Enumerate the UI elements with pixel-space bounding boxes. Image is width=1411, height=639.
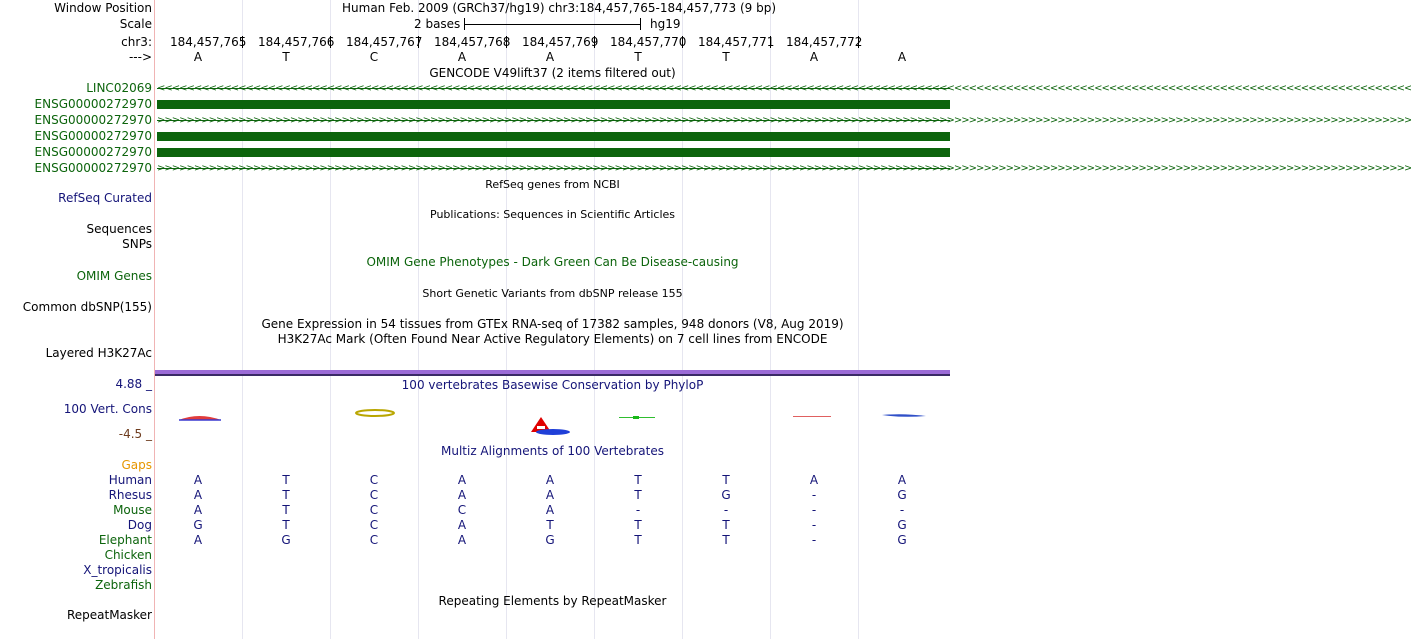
alignment-base: A bbox=[545, 503, 555, 517]
species-label[interactable]: Rhesus bbox=[108, 488, 152, 502]
alignment-base: T bbox=[282, 503, 290, 517]
alignment-base: A bbox=[897, 473, 907, 487]
reference-base: A bbox=[897, 50, 907, 64]
assembly-position[interactable]: Human Feb. 2009 (GRCh37/hg19) chr3:184,457,765-184,457,773 (9 bp) bbox=[342, 1, 777, 15]
alignment-base: G bbox=[897, 488, 907, 502]
species-label[interactable]: Human bbox=[108, 473, 152, 487]
alignment-base: C bbox=[369, 503, 379, 517]
refseq-label[interactable]: RefSeq Curated bbox=[58, 191, 152, 205]
cons-glyph-a-large bbox=[531, 417, 570, 435]
alignment-base: C bbox=[369, 518, 379, 532]
alignment-base: T bbox=[634, 518, 642, 532]
alignment-base: T bbox=[282, 518, 290, 532]
gene-strand-right[interactable]: >>>>>>>>>>>>>>>>>>>>>>>>>>>>>>>>>>>>>>>>>>>>>>>>>>>>>>>>>>>>>>>>>>>>>>>>>>>>>>>>>>>>>>>>>>>>>>>>>>>>>>>>>>>>>>>>>>>>>>>>>>>>>>>>>>>>>>>>>>>>>>>>>>>>>>>>>>>>>>>>>>>>>>>>>> bbox=[157, 163, 1411, 174]
species-label[interactable]: Mouse bbox=[113, 503, 152, 517]
alignment-base: G bbox=[721, 488, 731, 502]
alignment-base: A bbox=[809, 473, 819, 487]
dbsnp-label[interactable]: Common dbSNP(155) bbox=[22, 300, 152, 314]
alignment-base: G bbox=[545, 533, 555, 547]
conservation-label[interactable]: 100 Vert. Cons bbox=[63, 402, 152, 416]
sequences-label[interactable]: Sequences bbox=[86, 222, 152, 236]
gene-strand-left[interactable]: <<<<<<<<<<<<<<<<<<<<<<<<<<<<<<<<<<<<<<<<<<<<<<<<<<<<<<<<<<<<<<<<<<<<<<<<<<<<<<<<<<<<<<<<<<<<<<<<<<<<<<<<<<<<<<<<<<<<<<<<<<<<<<<<<<<<<<<<<<<<<<<<<<<<<<<<<<<<<<<<<<<<<<<<<< bbox=[157, 83, 1411, 94]
gaps-label[interactable]: Gaps bbox=[121, 458, 152, 472]
species-label[interactable]: Chicken bbox=[104, 548, 152, 562]
alignment-base: T bbox=[634, 488, 642, 502]
alignment-base: - bbox=[723, 503, 729, 517]
alignment-base: - bbox=[811, 488, 817, 502]
alignment-base: T bbox=[634, 473, 642, 487]
alignment-base: T bbox=[634, 533, 642, 547]
alignment-base: - bbox=[635, 503, 641, 517]
reference-base: C bbox=[369, 50, 379, 64]
reference-base: T bbox=[634, 50, 642, 64]
gencode-track-label[interactable]: ENSG00000272970 bbox=[34, 113, 152, 127]
alignment-base: A bbox=[457, 533, 467, 547]
alignment-base: A bbox=[545, 488, 555, 502]
ruler-coordinate: 184,457,765 bbox=[170, 35, 247, 49]
alignment-base: T bbox=[722, 473, 730, 487]
alignment-base: A bbox=[193, 488, 203, 502]
conservation-track-title: 100 vertebrates Basewise Conservation by PhyloP bbox=[401, 378, 704, 392]
alignment-base: A bbox=[193, 533, 203, 547]
ruler-coordinate: 184,457,768 bbox=[434, 35, 511, 49]
chrom-label: chr3: bbox=[121, 35, 152, 49]
alignment-base: T bbox=[546, 518, 554, 532]
alignment-base: G bbox=[897, 533, 907, 547]
gene-strand-right[interactable]: >>>>>>>>>>>>>>>>>>>>>>>>>>>>>>>>>>>>>>>>>>>>>>>>>>>>>>>>>>>>>>>>>>>>>>>>>>>>>>>>>>>>>>>>>>>>>>>>>>>>>>>>>>>>>>>>>>>>>>>>>>>>>>>>>>>>>>>>>>>>>>>>>>>>>>>>>>>>>>>>>>>>>>>>>> bbox=[157, 115, 1411, 126]
alignment-base: G bbox=[897, 518, 907, 532]
scale-bar bbox=[464, 24, 641, 25]
alignment-base: G bbox=[281, 533, 291, 547]
gtex-track-title: Gene Expression in 54 tissues from GTEx RNA-seq of 17382 samples, 948 donors (V8, Aug 2019) bbox=[261, 317, 844, 331]
cons-glyph-t bbox=[619, 416, 655, 419]
gene-bar[interactable] bbox=[157, 100, 950, 109]
cons-glyph-a-small bbox=[793, 416, 831, 417]
ruler-coordinate: 184,457,770 bbox=[610, 35, 687, 49]
ruler-coordinate: 184,457,772 bbox=[786, 35, 863, 49]
reference-base: A bbox=[457, 50, 467, 64]
ruler-coordinate: 184,457,769 bbox=[522, 35, 599, 49]
omim-track-title: OMIM Gene Phenotypes - Dark Green Can Be Disease-causing bbox=[366, 255, 739, 269]
alignment-base: T bbox=[722, 518, 730, 532]
alignment-base: A bbox=[193, 503, 203, 517]
strand-label: ---> bbox=[128, 50, 152, 64]
repeatmasker-label[interactable]: RepeatMasker bbox=[66, 608, 152, 622]
gencode-track-label[interactable]: ENSG00000272970 bbox=[34, 161, 152, 175]
dbsnp-track-title: Short Genetic Variants from dbSNP release 155 bbox=[422, 287, 683, 300]
alignment-base: - bbox=[811, 518, 817, 532]
reference-base: T bbox=[722, 50, 730, 64]
gencode-track-label[interactable]: ENSG00000272970 bbox=[34, 129, 152, 143]
alignment-base: T bbox=[722, 533, 730, 547]
alignment-base: C bbox=[457, 503, 467, 517]
reference-base: A bbox=[193, 50, 203, 64]
cons-min-label: -4.5 _ bbox=[118, 427, 152, 441]
alignment-base: C bbox=[369, 533, 379, 547]
omim-label[interactable]: OMIM Genes bbox=[76, 269, 152, 283]
h3k27ac-band-baseline bbox=[155, 374, 950, 376]
alignment-base: A bbox=[457, 473, 467, 487]
scale-label: Scale bbox=[119, 17, 152, 31]
alignment-base: - bbox=[811, 533, 817, 547]
scale-value: 2 bases bbox=[414, 17, 461, 31]
alignment-base: - bbox=[899, 503, 905, 517]
alignment-base: T bbox=[282, 473, 290, 487]
snps-label[interactable]: SNPs bbox=[122, 237, 152, 251]
gencode-track-label[interactable]: LINC02069 bbox=[86, 81, 152, 95]
publications-track-title: Publications: Sequences in Scientific Articles bbox=[430, 208, 675, 221]
reference-base: A bbox=[545, 50, 555, 64]
window-position-label: Window Position bbox=[54, 1, 152, 15]
refseq-track-title: RefSeq genes from NCBI bbox=[485, 178, 620, 191]
gene-bar[interactable] bbox=[157, 132, 950, 141]
conservation-glyphs[interactable] bbox=[155, 404, 950, 438]
gencode-track-label[interactable]: ENSG00000272970 bbox=[34, 97, 152, 111]
cons-glyph-c bbox=[356, 410, 394, 416]
ruler-coordinate: 184,457,767 bbox=[346, 35, 423, 49]
alignment-base: A bbox=[193, 473, 203, 487]
reference-base: A bbox=[809, 50, 819, 64]
cons-glyph-g bbox=[882, 414, 926, 417]
alignment-base: A bbox=[457, 488, 467, 502]
h3k27ac-label[interactable]: Layered H3K27Ac bbox=[45, 346, 152, 360]
repeatmasker-track-title: Repeating Elements by RepeatMasker bbox=[438, 594, 667, 608]
alignment-base: T bbox=[282, 488, 290, 502]
scale-bar-right-tick bbox=[640, 18, 641, 30]
scale-db: hg19 bbox=[650, 17, 681, 31]
ruler-coordinate: 184,457,771 bbox=[698, 35, 775, 49]
species-label[interactable]: X_tropicalis bbox=[83, 563, 152, 577]
gencode-track-title[interactable]: GENCODE V49lift37 (2 items filtered out) bbox=[429, 66, 676, 80]
gene-bar[interactable] bbox=[157, 148, 950, 157]
gencode-track-label[interactable]: ENSG00000272970 bbox=[34, 145, 152, 159]
alignment-base: A bbox=[457, 518, 467, 532]
species-label[interactable]: Elephant bbox=[98, 533, 152, 547]
alignment-base: A bbox=[545, 473, 555, 487]
alignment-base: C bbox=[369, 473, 379, 487]
cons-max-label: 4.88 _ bbox=[115, 377, 152, 391]
alignment-base: - bbox=[811, 503, 817, 517]
reference-base: T bbox=[282, 50, 290, 64]
species-label[interactable]: Zebrafish bbox=[95, 578, 152, 592]
alignment-base: C bbox=[369, 488, 379, 502]
species-label[interactable]: Dog bbox=[127, 518, 152, 532]
ruler-coordinate: 184,457,766 bbox=[258, 35, 335, 49]
multiz-track-title: Multiz Alignments of 100 Vertebrates bbox=[440, 444, 665, 458]
alignment-base: G bbox=[193, 518, 203, 532]
h3k27ac-track-title: H3K27Ac Mark (Often Found Near Active Regulatory Elements) on 7 cell lines from ENCODE bbox=[277, 332, 828, 346]
cons-glyph-a bbox=[179, 416, 221, 420]
